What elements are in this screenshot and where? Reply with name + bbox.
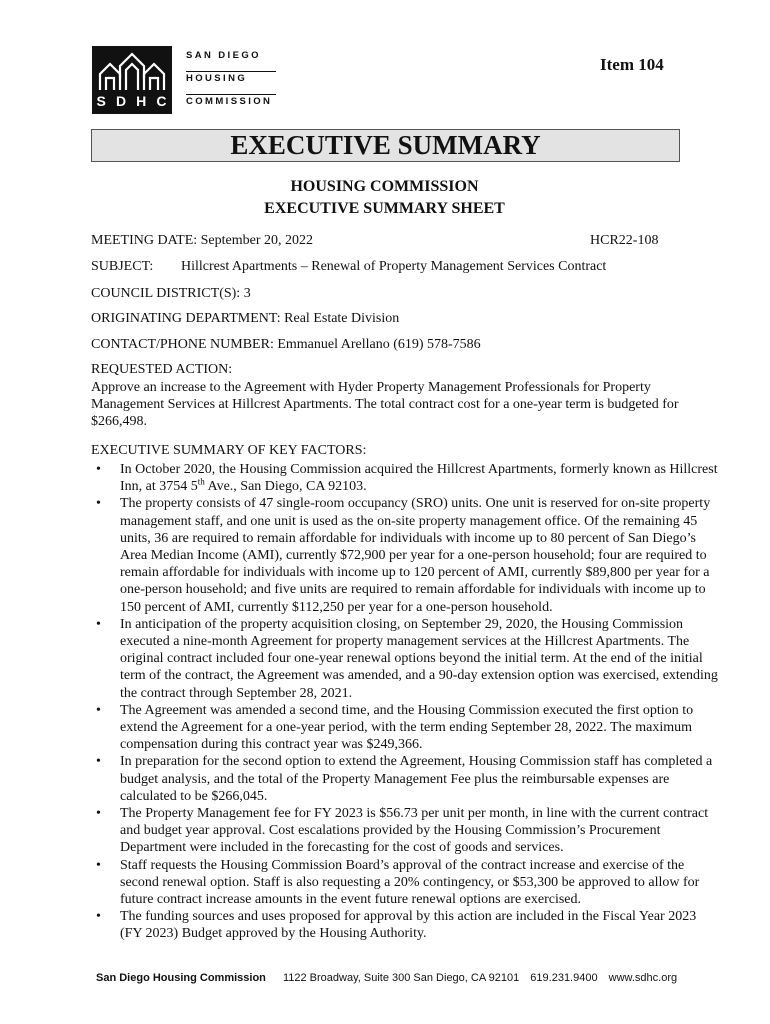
item-number: Item 104 xyxy=(600,55,664,74)
logo-letter: D xyxy=(115,93,128,109)
logo-word: SAN DIEGO xyxy=(186,49,276,72)
key-factors-list xyxy=(91,461,721,943)
page-footer xyxy=(96,972,685,984)
logo-emblem xyxy=(92,46,172,114)
bullet-1-superscript: th xyxy=(197,476,205,487)
executive-summary-banner: EXECUTIVE SUMMARY xyxy=(91,129,680,162)
meeting-date: MEETING DATE: September 20, 2022 xyxy=(91,233,314,248)
logo-letter: H xyxy=(136,93,148,109)
list-item: • The Property Management fee for FY 2023 is $56.73 per unit per month, in line with the current contract and budget year approval. Cost escalations provided by the Housing Commission’s Procurement Department were included in the forecasting for the cost of goods and services. xyxy=(91,805,721,857)
logo-wordmark xyxy=(186,49,276,117)
subtitle-housing-commission: HOUSING COMMISSION xyxy=(290,178,479,195)
bullet-1-text: In October 2020, the Housing Commission acquired the Hillcrest Apartments, formerly known as Hillcrest Inn, at 3754 5 xyxy=(120,462,718,495)
footer-website: www.sdhc.org xyxy=(608,972,678,984)
footer-phone: 619.231.9400 xyxy=(530,972,598,984)
originating-department: ORIGINATING DEPARTMENT: Real Estate Division xyxy=(91,311,400,326)
bullet-1-text-end: Ave., San Diego, CA 92103. xyxy=(204,479,367,495)
list-item: • The property consists of 47 single-room occupancy (SRO) units. One unit is reserved for on-site property management staff, and one unit is used as the on-site property management office. Of the remaining 45 units, 36 are required to remain affordable for individuals with income up to 80 percent of San Diego’s Area Median Income (AMI), currently $72,900 per year for a one-person household; four are required to remain affordable for individuals with income up to 120 percent of AMI, currently $89,800 per year for a one-person household; and five units are required to remain affordable for individuals with income up to 150 percent of AMI, currently $112,250 per year for a one-person household. xyxy=(91,495,721,615)
logo-word: HOUSING xyxy=(186,72,276,95)
footer-org: San Diego Housing Commission xyxy=(96,972,266,984)
list-item xyxy=(91,461,721,495)
list-item: • In preparation for the second option to extend the Agreement, Housing Commission staff has completed a budget analysis, and the total of the Property Management Fee plus the reimbursable expenses are calculated to be $266,045. xyxy=(91,753,721,805)
logo-letter: S xyxy=(96,93,107,109)
report-number: HCR22-108 xyxy=(590,233,659,248)
subject-label: SUBJECT: xyxy=(91,259,154,274)
key-factors-heading: EXECUTIVE SUMMARY OF KEY FACTORS: xyxy=(91,443,367,458)
list-item: • In anticipation of the property acquisition closing, on September 29, 2020, the Housing Commission executed a nine-month Agreement for property management services at the Hillcrest Apartments. The original contract included four one-year renewal options beyond the initial term. At the end of the initial term of the contract, the Agreement was amended, and a 90-day extension option was exercised, extending the contract through September 28, 2021. xyxy=(91,616,721,702)
subtitle-summary-sheet: EXECUTIVE SUMMARY SHEET xyxy=(264,200,505,217)
logo-letter: C xyxy=(156,93,168,109)
footer-address: 1122 Broadway, Suite 300 San Diego, CA 92101 xyxy=(282,972,520,984)
council-districts: COUNCIL DISTRICT(S): 3 xyxy=(91,286,251,301)
list-item: • The Agreement was amended a second time, and the Housing Commission executed the first option to extend the Agreement for a one-year period, with the term ending September 28, 2022. The maximum compensation during this contract year was $249,366. xyxy=(91,702,721,754)
subject-value: Hillcrest Apartments – Renewal of Property Management Services Contract xyxy=(181,259,607,274)
requested-action-text: Approve an increase to the Agreement with Hyder Property Management Professionals for Property Management Services at Hillcrest Apartments. The total contract cost for a one-year term is budgeted for $266,498. xyxy=(91,380,679,429)
houses-icon xyxy=(92,48,172,92)
list-item: • Staff requests the Housing Commission Board’s approval of the contract increase and exercise of the second renewal option. Staff is also requesting a 20% contingency, or $53,300 be approved to allow for future contract increase amounts in the event future renewal options are exercised. xyxy=(91,857,721,909)
logo-word: COMMISSION xyxy=(186,96,273,107)
contact-info: CONTACT/PHONE NUMBER: Emmanuel Arellano (619) 578-7586 xyxy=(91,337,481,352)
requested-action-heading: REQUESTED ACTION: xyxy=(91,362,233,377)
list-item: • The funding sources and uses proposed for approval by this action are included in the Fiscal Year 2023 (FY 2023) Budget approved by the Housing Authority. xyxy=(91,908,721,942)
sdhc-logo xyxy=(92,46,282,116)
